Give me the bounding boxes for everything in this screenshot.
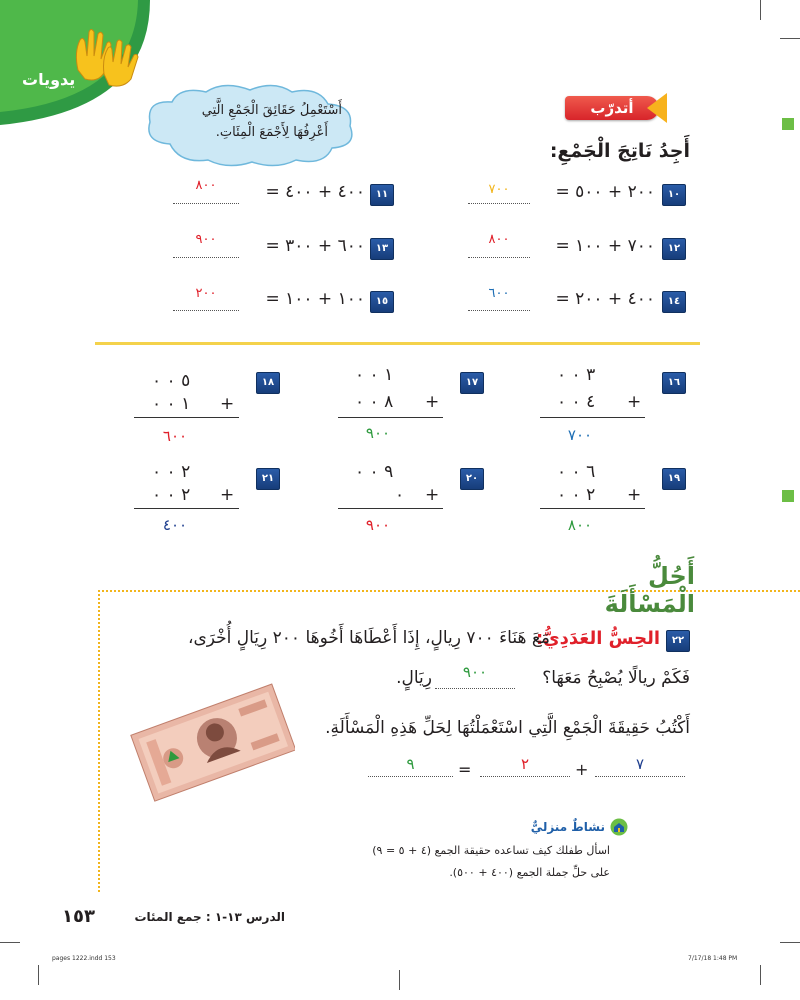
exercise-expression: ٢٠٠ + ٥٠٠ = bbox=[555, 182, 655, 202]
problem-line-3: أَكْتُبُ حَقِيقَةَ الْجَمْعِ الَّتِي اسْتَعْمَلْتُهَا لِحَلِّ هَذِهِ الْمَسْأَلَةِ. bbox=[325, 718, 690, 738]
exercise-answer: ٨٠٠ bbox=[567, 516, 593, 534]
sum-line bbox=[134, 417, 239, 418]
exercise-answer: ٩٠٠ bbox=[365, 424, 391, 442]
exercise-number: ١٧ bbox=[460, 372, 484, 394]
fact-equals: = bbox=[458, 760, 472, 779]
problem-line-2: فَكَمْ ريالًا يُصْبِحُ مَعَهَا؟ bbox=[542, 668, 690, 688]
answer-line bbox=[468, 257, 530, 258]
sum-line bbox=[540, 417, 645, 418]
plus-sign: + bbox=[425, 485, 440, 505]
date-slug: 7/17/18 1:48 PM bbox=[688, 955, 738, 962]
addend-bottom: ٨ ٠ ٠ bbox=[355, 392, 394, 412]
crop-mark bbox=[760, 0, 761, 20]
addend-top: ٩ ٠ ٠ bbox=[355, 462, 394, 482]
exercise-expression: ٧٠٠ + ١٠٠ = bbox=[555, 236, 655, 256]
problem-unit: رِيَالٍ. bbox=[396, 668, 432, 688]
crop-mark bbox=[38, 965, 39, 985]
fact-sum: ٩ bbox=[406, 755, 415, 773]
fact-plus: + bbox=[575, 760, 589, 779]
answer-line bbox=[435, 688, 515, 689]
plus-sign: + bbox=[220, 485, 235, 505]
crop-mark bbox=[0, 942, 20, 943]
answer-line bbox=[595, 776, 685, 777]
addend-top: ٢ ٠ ٠ bbox=[152, 462, 191, 482]
fact-addend-a: ٧ bbox=[635, 755, 645, 773]
addend-bottom: ٢ ٠ ٠ bbox=[152, 485, 191, 505]
sum-line bbox=[134, 508, 239, 509]
home-icon bbox=[610, 818, 628, 836]
addend-top: ١ ٠ ٠ bbox=[355, 365, 394, 385]
crop-mark bbox=[760, 965, 761, 985]
exercise-answer: ٧٠٠ bbox=[488, 182, 510, 197]
plus-sign: + bbox=[220, 394, 235, 414]
lesson-title: الدرس ١٣-١ : جمع المئات bbox=[134, 910, 285, 924]
problem-answer: ٩٠٠ bbox=[462, 663, 488, 681]
answer-line bbox=[468, 203, 530, 204]
problem-line-1: مَعَ هَنَاءَ ٧٠٠ رِيالٍ، إِذَا أَعْطَاهَا أَخُوهَا ٢٠٠ رِيَالٍ أُخْرَى، bbox=[187, 628, 550, 648]
exercise-number: ١٨ bbox=[256, 372, 280, 394]
exercise-answer: ٧٠٠ bbox=[567, 426, 593, 444]
exercise-expression: ٤٠٠ + ٢٠٠ = bbox=[555, 289, 655, 309]
answer-line bbox=[173, 203, 239, 204]
exercise-expression: ٤٠٠ + ٤٠٠ = bbox=[265, 182, 365, 202]
addend-bottom: ٢ ٠ ٠ bbox=[557, 485, 596, 505]
exercise-answer: ٨٠٠ bbox=[195, 178, 217, 193]
exercise-expression: ١٠٠ + ١٠٠ = bbox=[265, 289, 365, 309]
addend-top: ٣ ٠ ٠ bbox=[557, 365, 596, 385]
crop-mark bbox=[780, 942, 800, 943]
plus-sign: + bbox=[627, 485, 642, 505]
addend-bottom: ٠ bbox=[395, 485, 405, 505]
answer-line bbox=[368, 776, 453, 777]
addend-bottom: ٤ ٠ ٠ bbox=[557, 392, 596, 412]
page-number: ١٥٣ bbox=[62, 906, 95, 927]
practice-arrow-icon bbox=[647, 93, 667, 123]
problem-title: أَحُلُّ الْمَسْأَلَةَ bbox=[604, 562, 695, 618]
exercise-number: ١٣ bbox=[370, 238, 394, 260]
cloud-line-2: أَعْرِفُهَا لِأَجْمَعَ الْمِئَاتِ. bbox=[215, 125, 328, 140]
addend-top: ٦ ٠ ٠ bbox=[557, 462, 596, 482]
exercise-answer: ٩٠٠ bbox=[195, 232, 217, 247]
exercise-answer: ٩٠٠ bbox=[365, 516, 391, 534]
file-slug: pages 1222.indd 153 bbox=[52, 955, 116, 962]
answer-line bbox=[468, 310, 530, 311]
addend-bottom: ١ ٠ ٠ bbox=[152, 394, 191, 414]
problem-label: الحِسُّ العَدَدِيُّ: bbox=[535, 628, 660, 649]
exercise-number: ١٦ bbox=[662, 372, 686, 394]
fact-addend-b: ٢ bbox=[520, 755, 530, 773]
exercise-number: ١٢ bbox=[662, 238, 686, 260]
exercise-number: ٢٠ bbox=[460, 468, 484, 490]
home-activity-line-2: على حلِّ جملة الجمع (٤٠٠ + ٥٠٠). bbox=[449, 866, 610, 879]
answer-line bbox=[480, 776, 570, 777]
manipulatives-badge bbox=[0, 0, 150, 125]
exercise-number: ١٥ bbox=[370, 291, 394, 313]
answer-line bbox=[173, 257, 239, 258]
plus-sign: + bbox=[425, 392, 440, 412]
exercise-number: ١٩ bbox=[662, 468, 686, 490]
home-activity-line-1: اسأل طفلك كيف تساعده حقيقة الجمع (٤ + ٥ = ٩) bbox=[372, 844, 610, 857]
addend-top: ٥ ٠ ٠ bbox=[152, 371, 191, 391]
section-divider bbox=[95, 342, 700, 345]
exercise-answer: ٤٠٠ bbox=[162, 516, 188, 534]
problem-number: ٢٢ bbox=[666, 630, 690, 652]
exercise-answer: ٢٠٠ bbox=[195, 286, 217, 301]
exercise-number: ٢١ bbox=[256, 468, 280, 490]
exercise-number: ١٠ bbox=[662, 184, 686, 206]
exercise-answer: ٦٠٠ bbox=[162, 427, 188, 445]
sum-line bbox=[540, 508, 645, 509]
answer-line bbox=[173, 310, 239, 311]
sum-line bbox=[338, 417, 443, 418]
plus-sign: + bbox=[627, 392, 642, 412]
badge-label: يدويات bbox=[22, 70, 76, 89]
exercise-expression: ٦٠٠ + ٣٠٠ = bbox=[265, 236, 365, 256]
crop-mark bbox=[399, 970, 400, 990]
exercise-answer: ٦٠٠ bbox=[488, 286, 510, 301]
sum-line bbox=[338, 508, 443, 509]
exercise-number: ١١ bbox=[370, 184, 394, 206]
practice-instruction: أَجِدُ نَاتِجَ الْجَمْعِ: bbox=[549, 140, 690, 162]
crop-mark bbox=[780, 38, 800, 39]
exercise-number: ١٤ bbox=[662, 291, 686, 313]
side-tab bbox=[782, 490, 794, 502]
home-activity-title: نشاطٌ منزليٌّ bbox=[530, 820, 605, 834]
practice-tag: أتدرّب bbox=[565, 96, 659, 120]
side-tab bbox=[782, 118, 794, 130]
cloud-line-1: أَسْتَعْمِلُ حَقَائِقَ الْجَمْعِ الَّتِي bbox=[201, 103, 342, 118]
exercise-answer: ٨٠٠ bbox=[488, 232, 510, 247]
banknote-image bbox=[130, 680, 295, 805]
